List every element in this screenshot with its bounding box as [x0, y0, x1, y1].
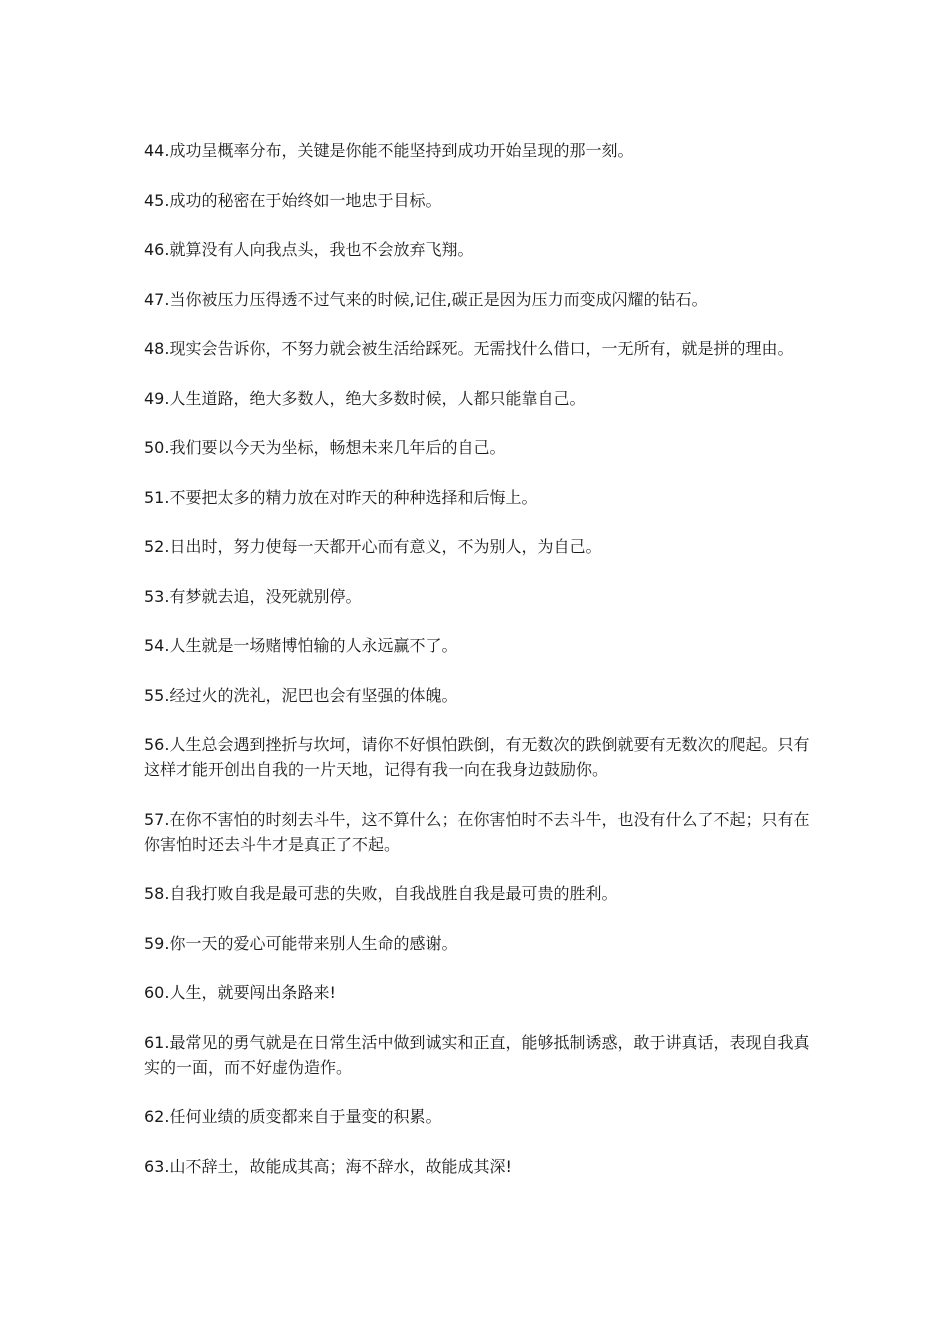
quote-48: 48.现实会告诉你，不努力就会被生活给踩死。无需找什么借口，一无所有，就是拼的理由。 [144, 339, 794, 358]
quote-62: 62.任何业绩的质变都来自于量变的积累。 [144, 1107, 442, 1126]
quote-53: 53.有梦就去追，没死就别停。 [144, 586, 362, 606]
quote-61: 61.最常见的勇气就是在日常生活中做到诚实和正直，能够抵制诱惑，敢于讲真话，表现自我真实的一面，而不好虚伪造作。 [144, 1032, 810, 1077]
quote-56: 56.人生总会遇到挫折与坎坷，请你不好惧怕跌倒，有无数次的跌倒就要有无数次的爬起。只有这样才能开创出自我的一片天地，记得有我一向在我身边鼓励你。 [144, 735, 810, 779]
quote-list [144, 138, 816, 1203]
quote-50: 50.我们要以今天为坐标，畅想未来几年后的自己。 [144, 438, 506, 457]
quote-60: 60.人生，就要闯出条路来! [144, 983, 336, 1002]
quote-45: 45.成功的秘密在于始终如一地忠于目标。 [144, 190, 442, 210]
quote-63: 63.山不辞土，故能成其高；海不辞水，故能成其深! [144, 1156, 512, 1176]
quote-51: 51.不要把太多的精力放在对昨天的种种选择和后悔上。 [144, 487, 538, 507]
quote-44: 44.成功呈概率分布，关键是你能不能坚持到成功开始呈现的那一刻。 [144, 141, 634, 160]
quote-52: 52.日出时，努力使每一天都开心而有意义，不为别人，为自己。 [144, 537, 602, 556]
quote-49: 49.人生道路，绝大多数人，绝大多数时候，人都只能靠自己。 [144, 388, 586, 408]
quote-54: 54.人生就是一场赌博怕输的人永远赢不了。 [144, 636, 458, 655]
quote-47: 47.当你被压力压得透不过气来的时候,记住,碳正是因为压力而变成闪耀的钻石。 [144, 289, 708, 309]
quote-58: 58.自我打败自我是最可悲的失败，自我战胜自我是最可贵的胜利。 [144, 884, 618, 903]
quote-57: 57.在你不害怕的时刻去斗牛，这不算什么；在你害怕时不去斗牛，也没有什么了不起；只有在你害怕时还去斗牛才是真正了不起。 [144, 809, 810, 854]
quote-59: 59.你一天的爱心可能带来别人生命的感谢。 [144, 933, 458, 953]
quote-46: 46.就算没有人向我点头，我也不会放弃飞翔。 [144, 240, 474, 259]
quote-55: 55.经过火的洗礼，泥巴也会有坚强的体魄。 [144, 685, 458, 705]
